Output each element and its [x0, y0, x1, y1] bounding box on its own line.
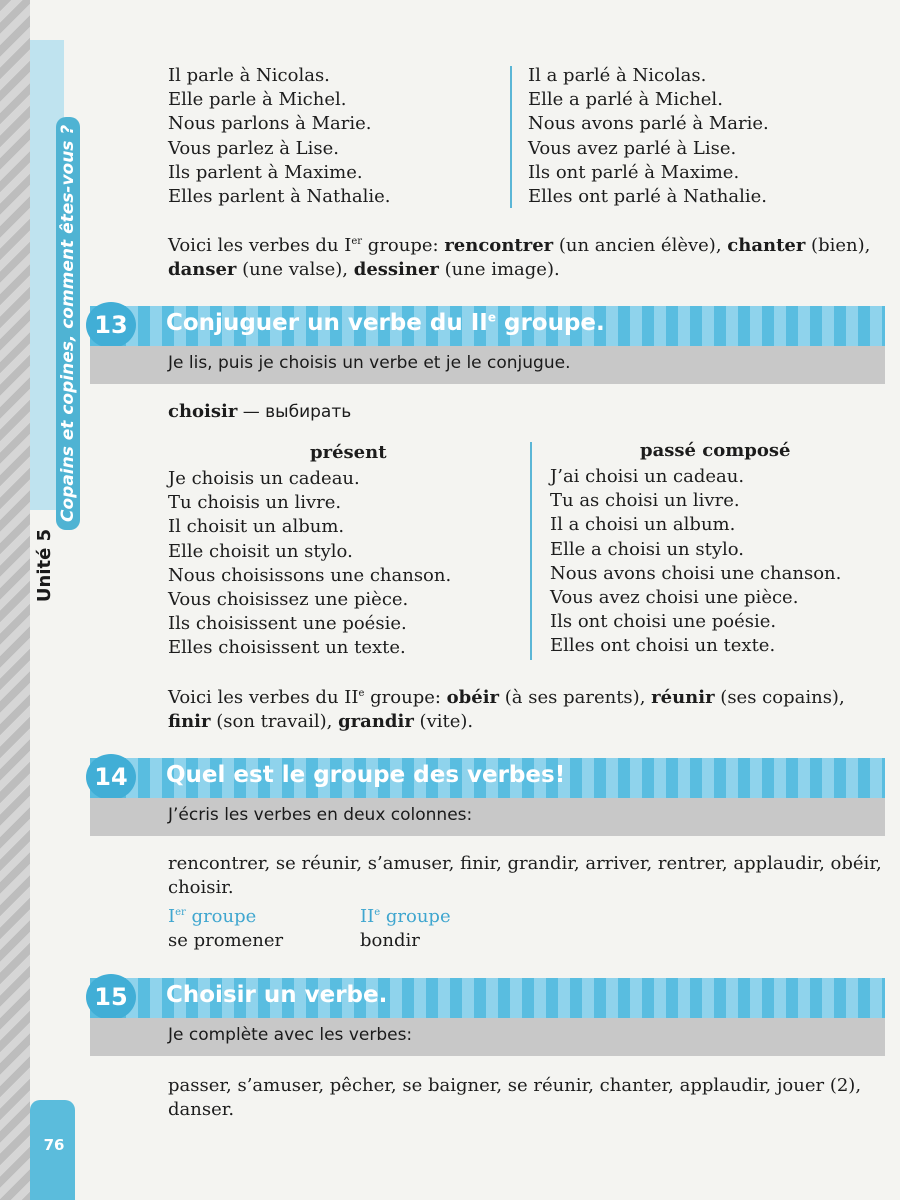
verbs-group-1-paragraph: [168, 230, 888, 282]
conjugation-line: Nous choisissons une chanson.: [168, 564, 452, 586]
conjugation-line: Il choisit un album.: [168, 516, 345, 538]
label-text: II: [360, 906, 375, 927]
table-line: Elle parle à Michel.: [168, 89, 347, 111]
side-strip: [0, 0, 30, 1200]
conjugation-line: Elles ont choisi un texte.: [550, 635, 776, 657]
label-text: I: [168, 906, 176, 927]
translation: — выбирать: [237, 402, 352, 422]
exercise-number: 13: [86, 302, 136, 348]
label-text: groupe: [185, 906, 257, 927]
table-line: Ils parlent à Maxime.: [168, 161, 363, 183]
instruction-text: J’écris les verbes en deux colonnes:: [168, 805, 473, 825]
group-1-label: [168, 906, 256, 927]
conjugation-line: Je choisis un cadeau.: [168, 468, 360, 489]
superscript: e: [374, 907, 381, 918]
verb-definition: [168, 400, 888, 424]
para-text: (une valse),: [236, 259, 354, 280]
para-text: (son travail),: [210, 711, 339, 732]
para-text: Voici les verbes du II: [168, 687, 359, 708]
table-line: Elles parlent à Nathalie.: [168, 186, 391, 208]
instruction-text: Je lis, puis je choisis un verbe et je le conjugue.: [168, 353, 571, 373]
verb: dessiner: [353, 259, 439, 280]
para-text: Voici les verbes du I: [168, 235, 352, 256]
group-1-example: se promener: [168, 930, 284, 951]
conjugation-line: Tu as choisi un livre.: [550, 490, 740, 512]
chapter-title: Copains et copines, comment êtes-vous ?: [56, 117, 80, 530]
exercise-number: 14: [86, 754, 136, 800]
exercise-13-instruction: [90, 346, 885, 384]
para-text: (une image).: [438, 259, 560, 280]
exercise-13-header: [90, 306, 885, 346]
present-heading: présent: [310, 442, 387, 463]
superscript: e: [487, 310, 496, 325]
table-line: Il parle à Nicolas.: [168, 65, 330, 86]
title-text: groupe.: [495, 310, 605, 336]
para-text: (à ses parents),: [499, 687, 652, 708]
exercise-title: Quel est le groupe des verbes!: [166, 762, 566, 788]
conjugation-line: Elle a choisi un stylo.: [550, 538, 745, 560]
para-text: (ses copains),: [714, 687, 845, 708]
superscript: e: [358, 688, 365, 699]
conjugation-line: Nous avons choisi une chanson.: [550, 562, 842, 584]
para-text: (bien),: [805, 235, 871, 256]
unit-label-text: Unité 5: [34, 528, 56, 602]
exercise-14-header: [90, 758, 885, 798]
table-line: Vous avez parlé à Lise.: [528, 137, 737, 159]
table-line: Nous avons parlé à Marie.: [528, 113, 769, 135]
present-column: [168, 467, 451, 661]
column-divider: [510, 66, 512, 208]
conjugation-line: Elle choisit un stylo.: [168, 540, 353, 562]
table-line: Nous parlons à Marie.: [168, 113, 372, 135]
page-number: 76: [43, 1136, 65, 1154]
conjugation-line: Vous choisissez une pièce.: [168, 589, 409, 611]
exercise-title: Choisir un verbe.: [166, 982, 388, 1008]
verb: choisir: [168, 401, 238, 422]
superscript: er: [351, 236, 363, 247]
exercise-14-verbs: rencontrer, se réunir, s’amuser, finir, grandir, arriver, rentrer, applaudir, obéir, choisir.: [168, 853, 882, 898]
conjugation-line: Vous avez choisi une pièce.: [550, 587, 799, 609]
exercise-title: [166, 310, 605, 336]
para-text: (vite).: [413, 711, 474, 732]
conjugation-line: J’ai choisi un cadeau.: [550, 466, 745, 487]
verb: danser: [168, 259, 237, 280]
table-line: Il a parlé à Nicolas.: [528, 65, 707, 86]
table-line: Vous parlez à Lise.: [168, 137, 339, 159]
conjugation-line: Tu choisis un livre.: [168, 492, 342, 514]
exercise-14-instruction: [90, 798, 885, 836]
verb: chanter: [727, 235, 806, 256]
para-text: groupe:: [362, 235, 445, 256]
passe-compose-heading: passé composé: [640, 440, 791, 461]
table-right-column: [528, 64, 769, 209]
table-line: Elle a parlé à Michel.: [528, 89, 723, 111]
column-divider: [530, 442, 532, 660]
table-line: Ils ont parlé à Maxime.: [528, 161, 740, 183]
unit-label: [30, 520, 60, 610]
para-text: (un ancien élève),: [553, 235, 728, 256]
passe-compose-column: [550, 465, 841, 659]
para-text: groupe:: [364, 687, 447, 708]
exercise-15-instruction: [90, 1018, 885, 1056]
conjugation-line: Ils choisissent une poésie.: [168, 613, 407, 635]
instruction-text: Je complète avec les verbes:: [168, 1025, 413, 1045]
table-line: Elles ont parlé à Nathalie.: [528, 186, 768, 208]
verbs-group-2-paragraph: [168, 682, 888, 734]
exercise-15-header: [90, 978, 885, 1018]
verb: obéir: [446, 687, 500, 708]
table-left-column: [168, 64, 390, 209]
superscript: er: [175, 907, 186, 918]
exercise-number: 15: [86, 974, 136, 1020]
exercise-15-verbs: passer, s’amuser, pêcher, se baigner, se réunir, chanter, applaudir, jouer (2), danser.: [168, 1075, 862, 1120]
group-2-example: bondir: [360, 930, 420, 951]
verb: grandir: [338, 711, 414, 732]
label-text: groupe: [380, 906, 451, 927]
verb: réunir: [651, 687, 715, 708]
conjugation-line: Il a choisi un album.: [550, 514, 736, 536]
group-2-label: [360, 906, 451, 927]
conjugation-line: Elles choisissent un texte.: [168, 637, 406, 659]
title-text: Conjuguer un verbe du II: [166, 310, 488, 336]
conjugation-line: Ils ont choisi une poésie.: [550, 611, 777, 633]
verb: rencontrer: [444, 235, 554, 256]
verb: finir: [168, 711, 211, 732]
